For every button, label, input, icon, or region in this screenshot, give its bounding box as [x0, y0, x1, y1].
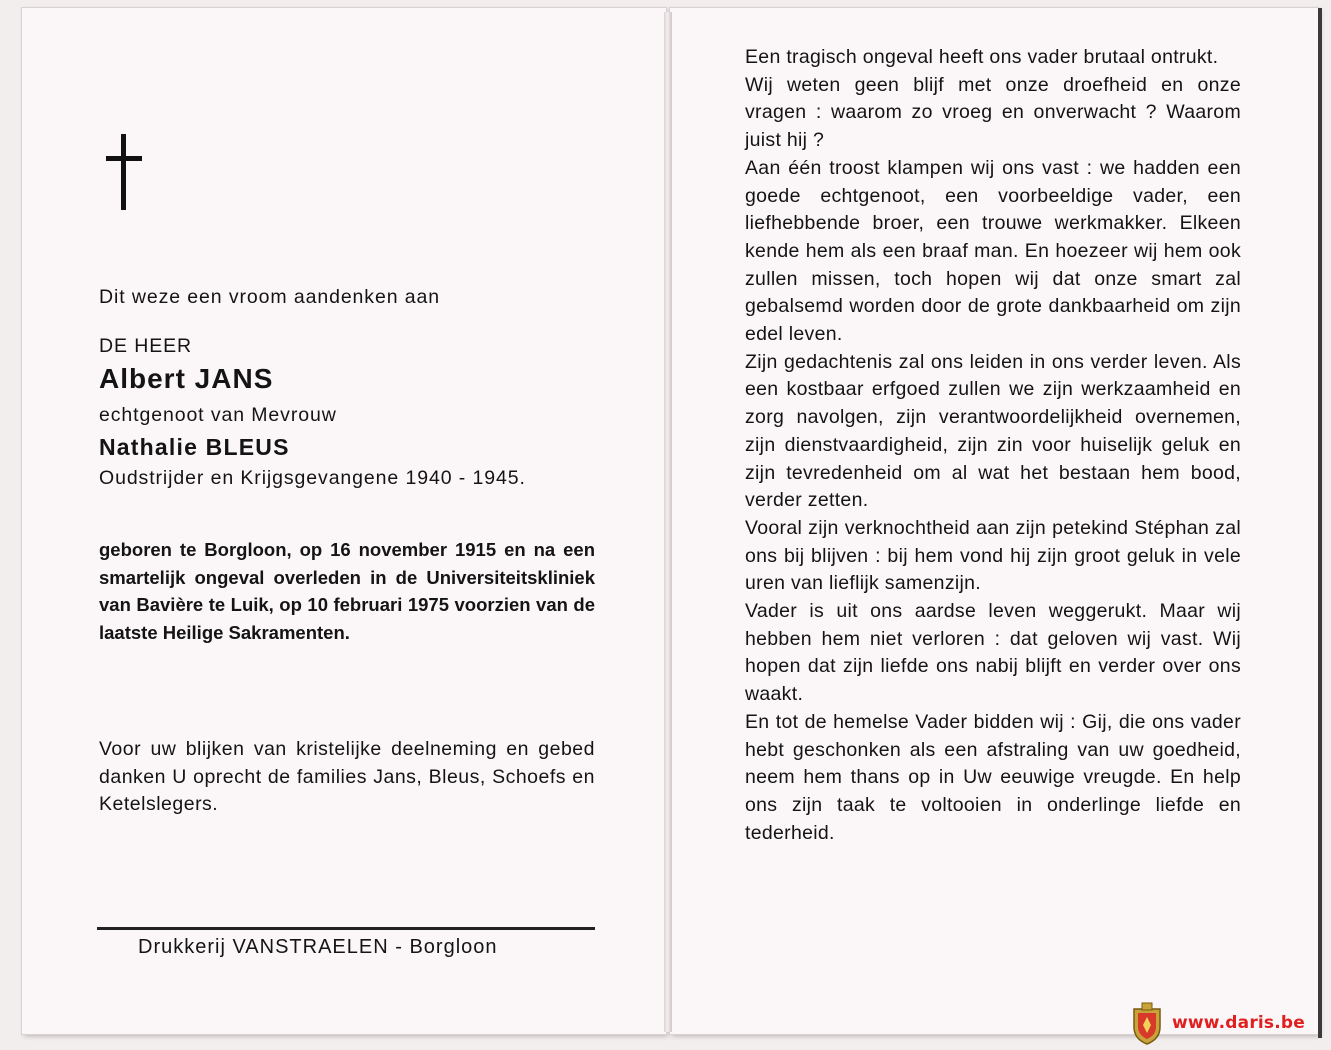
memorial-paragraph: Aan één troost klampen wij ons vast : we hadden een goede echtgenoot, een voorbeeldige vader, een liefhebbende broer, een trouwe werkmakker. Elkeen kende hem als een braaf man. En hoezeer wij hem ook zullen missen, toch hopen wij dat onze smart zal gebalsemd worden door de grote dankbaarheid om zijn edel leven. — [745, 156, 1241, 346]
printer-credit: Drukkerij VANSTRAELEN - Borgloon — [138, 936, 498, 958]
memorial-paragraph: Vader is uit ons aardse leven weggerukt. Maar wij hebben hem niet verloren : dat geloven wij vast. Wij hopen dat zijn liefde ons nabij blijft en verder over ons waakt. — [745, 600, 1241, 706]
birth-death-details: geboren te Borgloon, op 16 november 1915 en na een smartelijk ongeval overleden in de Universiteitskliniek van Bavière te Luik, op 10 februari 1975 voorzien van de laatste Heilige Sakramenten. — [99, 539, 595, 643]
latin-cross-icon — [106, 134, 142, 210]
scan-edge — [1318, 8, 1322, 1038]
spouse-name: Nathalie BLEUS — [99, 434, 290, 460]
card-fold — [664, 12, 672, 1032]
intro-line: Dit weze een vroom aandenken aan — [99, 286, 440, 308]
memorial-paragraph: Zijn gedachtenis zal ons leiden in ons verder leven. Als een kostbaar erfgoed zullen we zijn werkzaamheid en zorg navolgen, zijn verantwoordelijkheid overnemen, zijn dienstvaardigheid, zijn zin voor huiselijk geluk en zijn tevredenheid om al wat het bestaan hem bood, verder zetten. — [745, 350, 1241, 512]
memorial-text — [745, 44, 1241, 847]
memorial-paragraph: Wij weten geen blijf met onze droefheid en onze vragen : waarom zo vroeg en onverwacht ? Waarom juist hij ? — [745, 73, 1241, 152]
divider — [97, 927, 595, 930]
memorial-paragraph: En tot de hemelse Vader bidden wij : Gij, die ons vader hebt geschonken als een afstraling van uw goedheid, neem hem thans op in Uw eeuwige vreugde. En help ons zijn taak te voltooien in onderlinge liefde en tederheid. — [745, 710, 1241, 844]
memorial-paragraph: Een tragisch ongeval heeft ons vader brutaal ontrukt. — [745, 46, 1219, 68]
thanks-paragraph: Voor uw blijken van kristelijke deelneming en gebed danken U oprecht de families Jans, Bleus, Schoefs en Ketelslegers. — [99, 738, 595, 816]
crest-icon — [1128, 1001, 1166, 1045]
site-watermark — [1128, 1000, 1305, 1046]
honorific: DE HEER — [99, 335, 192, 357]
memorial-paragraph: Vooral zijn verknochtheid aan zijn petekind Stéphan zal ons bij blijven : bij hem vond hij zijn groot geluk in vele uren van lieflijk samenzijn. — [745, 516, 1241, 595]
spouse-of-line: echtgenoot van Mevrouw — [99, 404, 337, 426]
deceased-name: Albert JANS — [99, 363, 274, 394]
veteran-title: Oudstrijder en Krijgsgevangene 1940 - 1945. — [99, 467, 526, 489]
watermark-text: www.daris.be — [1172, 1013, 1306, 1033]
